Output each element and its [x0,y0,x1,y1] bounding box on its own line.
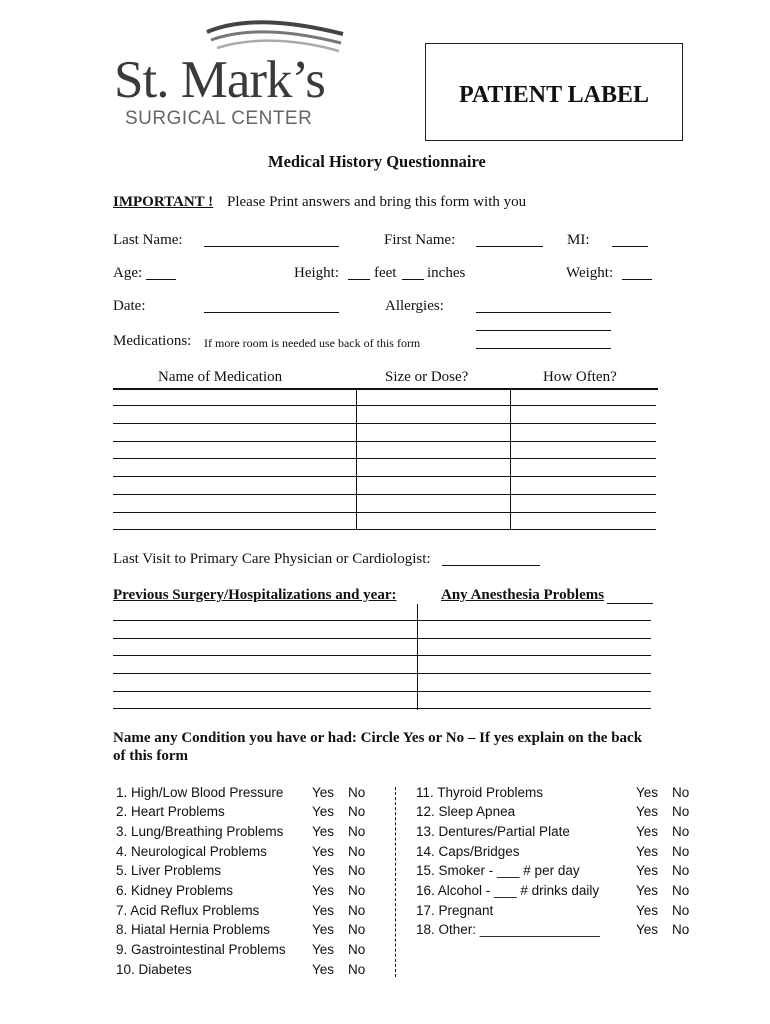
conditions-heading-line2: of this form [113,748,188,764]
condition-item: 10. Diabetes [116,962,192,977]
height-label: Height: [294,265,339,281]
weight-label: Weight: [566,265,614,281]
anesthesia-header-underline [607,603,653,604]
allergies-field-2[interactable] [476,330,611,331]
condition-item: 6. Kidney Problems [116,883,234,898]
med-row-line[interactable] [113,458,656,459]
no-option[interactable]: No [672,903,690,918]
last-name-field[interactable] [204,246,339,247]
allergies-label: Allergies: [385,298,444,314]
condition-item: 3. Lung/Breathing Problems [116,824,284,839]
condition-item: 4. Neurological Problems [116,844,267,859]
yes-option[interactable]: Yes [312,804,335,819]
no-option[interactable]: No [672,844,690,859]
no-option[interactable]: No [672,922,690,937]
med-header-name: Name of Medication [158,369,283,385]
last-name-label: Last Name: [113,232,183,248]
yes-option[interactable]: Yes [312,903,335,918]
no-option[interactable]: No [348,942,366,957]
no-option[interactable]: No [348,844,366,859]
yes-option[interactable]: Yes [312,863,335,878]
med-row-line[interactable] [113,512,656,513]
med-row-line[interactable] [113,423,656,424]
no-option[interactable]: No [348,922,366,937]
condition-item: 15. Smoker - ___ # per day [416,863,580,878]
yes-option[interactable]: Yes [312,962,335,977]
height-inches-field[interactable] [402,279,424,280]
condition-item: 18. Other: ________________ [416,922,600,937]
last-visit-field[interactable] [442,565,540,566]
no-option[interactable]: No [348,804,366,819]
yes-option[interactable]: Yes [636,863,659,878]
medications-label: Medications: [113,333,192,349]
surgery-row-line[interactable] [113,638,651,639]
patient-label-text: PATIENT LABEL [458,82,650,108]
conditions-heading-line1: Name any Condition you have or had: Circle Yes or No – If yes explain on the back [113,730,643,746]
first-name-field[interactable] [476,246,543,247]
yes-option[interactable]: Yes [312,883,335,898]
condition-item: 14. Caps/Bridges [416,844,520,859]
condition-item: 17. Pregnant [416,903,494,918]
date-label: Date: [113,298,146,314]
yes-option[interactable]: Yes [312,922,335,937]
med-col-divider-2 [510,390,511,530]
yes-option[interactable]: Yes [636,903,659,918]
condition-item: 9. Gastrointestinal Problems [116,942,286,957]
no-option[interactable]: No [348,785,366,800]
page-title: Medical History Questionnaire [268,152,486,171]
no-option[interactable]: No [348,824,366,839]
med-row-line[interactable] [113,476,656,477]
condition-item: 12. Sleep Apnea [416,804,516,819]
condition-item: 11. Thyroid Problems [416,785,544,800]
important-text: Please Print answers and bring this form with you [227,194,527,210]
no-option[interactable]: No [348,863,366,878]
yes-option[interactable]: Yes [636,844,659,859]
logo-subtitle: SURGICAL CENTER [125,108,313,129]
med-row-line[interactable] [113,441,656,442]
surgery-row-line[interactable] [113,620,651,621]
med-row-line[interactable] [113,494,656,495]
no-option[interactable]: No [672,824,690,839]
patient-label-box [425,43,683,141]
yes-option[interactable]: Yes [636,804,659,819]
med-col-divider-1 [356,390,357,530]
no-option[interactable]: No [348,903,366,918]
no-option[interactable]: No [672,785,690,800]
condition-item: 7. Acid Reflux Problems [116,903,260,918]
allergies-field-3[interactable] [476,348,611,349]
yes-option[interactable]: Yes [636,824,659,839]
condition-item: 13. Dentures/Partial Plate [416,824,570,839]
surgery-row-line[interactable] [113,708,651,709]
no-option[interactable]: No [672,863,690,878]
age-label: Age: [113,265,143,281]
surgery-row-line[interactable] [113,673,651,674]
feet-label: feet [374,265,397,281]
condition-item: 1. High/Low Blood Pressure [116,785,284,800]
conditions-col-divider [395,787,396,977]
med-header-often: How Often? [543,369,617,385]
med-row-line[interactable] [113,405,656,406]
med-header-rule [113,388,658,390]
yes-option[interactable]: Yes [636,922,659,937]
no-option[interactable]: No [672,883,690,898]
condition-item: 8. Hiatal Hernia Problems [116,922,270,937]
no-option[interactable]: No [348,883,366,898]
no-option[interactable]: No [672,804,690,819]
important-label: IMPORTANT ! [113,194,214,210]
surgery-row-line[interactable] [113,655,651,656]
yes-option[interactable]: Yes [636,785,659,800]
condition-item: 2. Heart Problems [116,804,225,819]
surgery-row-line[interactable] [113,691,651,692]
condition-item: 5. Liver Problems [116,863,222,878]
no-option[interactable]: No [348,962,366,977]
height-feet-field[interactable] [348,279,370,280]
age-field[interactable] [146,279,176,280]
surgery-header: Previous Surgery/Hospitalizations and year: [113,587,397,603]
last-visit-label: Last Visit to Primary Care Physician or Cardiologist: [113,551,431,567]
logo-name: St. Mark’s [114,51,325,109]
weight-field[interactable] [622,279,652,280]
allergies-field-1[interactable] [476,312,611,313]
mi-field[interactable] [612,246,648,247]
first-name-label: First Name: [384,232,456,248]
condition-item: 16. Alcohol - ___ # drinks daily [416,883,600,898]
yes-option[interactable]: Yes [312,844,335,859]
yes-option[interactable]: Yes [312,824,335,839]
yes-option[interactable]: Yes [312,942,335,957]
medications-note: If more room is needed use back of this form [204,336,421,350]
yes-option[interactable]: Yes [312,785,335,800]
inches-label: inches [427,265,466,281]
med-header-dose: Size or Dose? [385,369,469,385]
med-row-line[interactable] [113,529,656,530]
date-field[interactable] [204,312,339,313]
mi-label: MI: [567,232,590,248]
anesthesia-header: Any Anesthesia Problems [441,587,605,603]
yes-option[interactable]: Yes [636,883,659,898]
